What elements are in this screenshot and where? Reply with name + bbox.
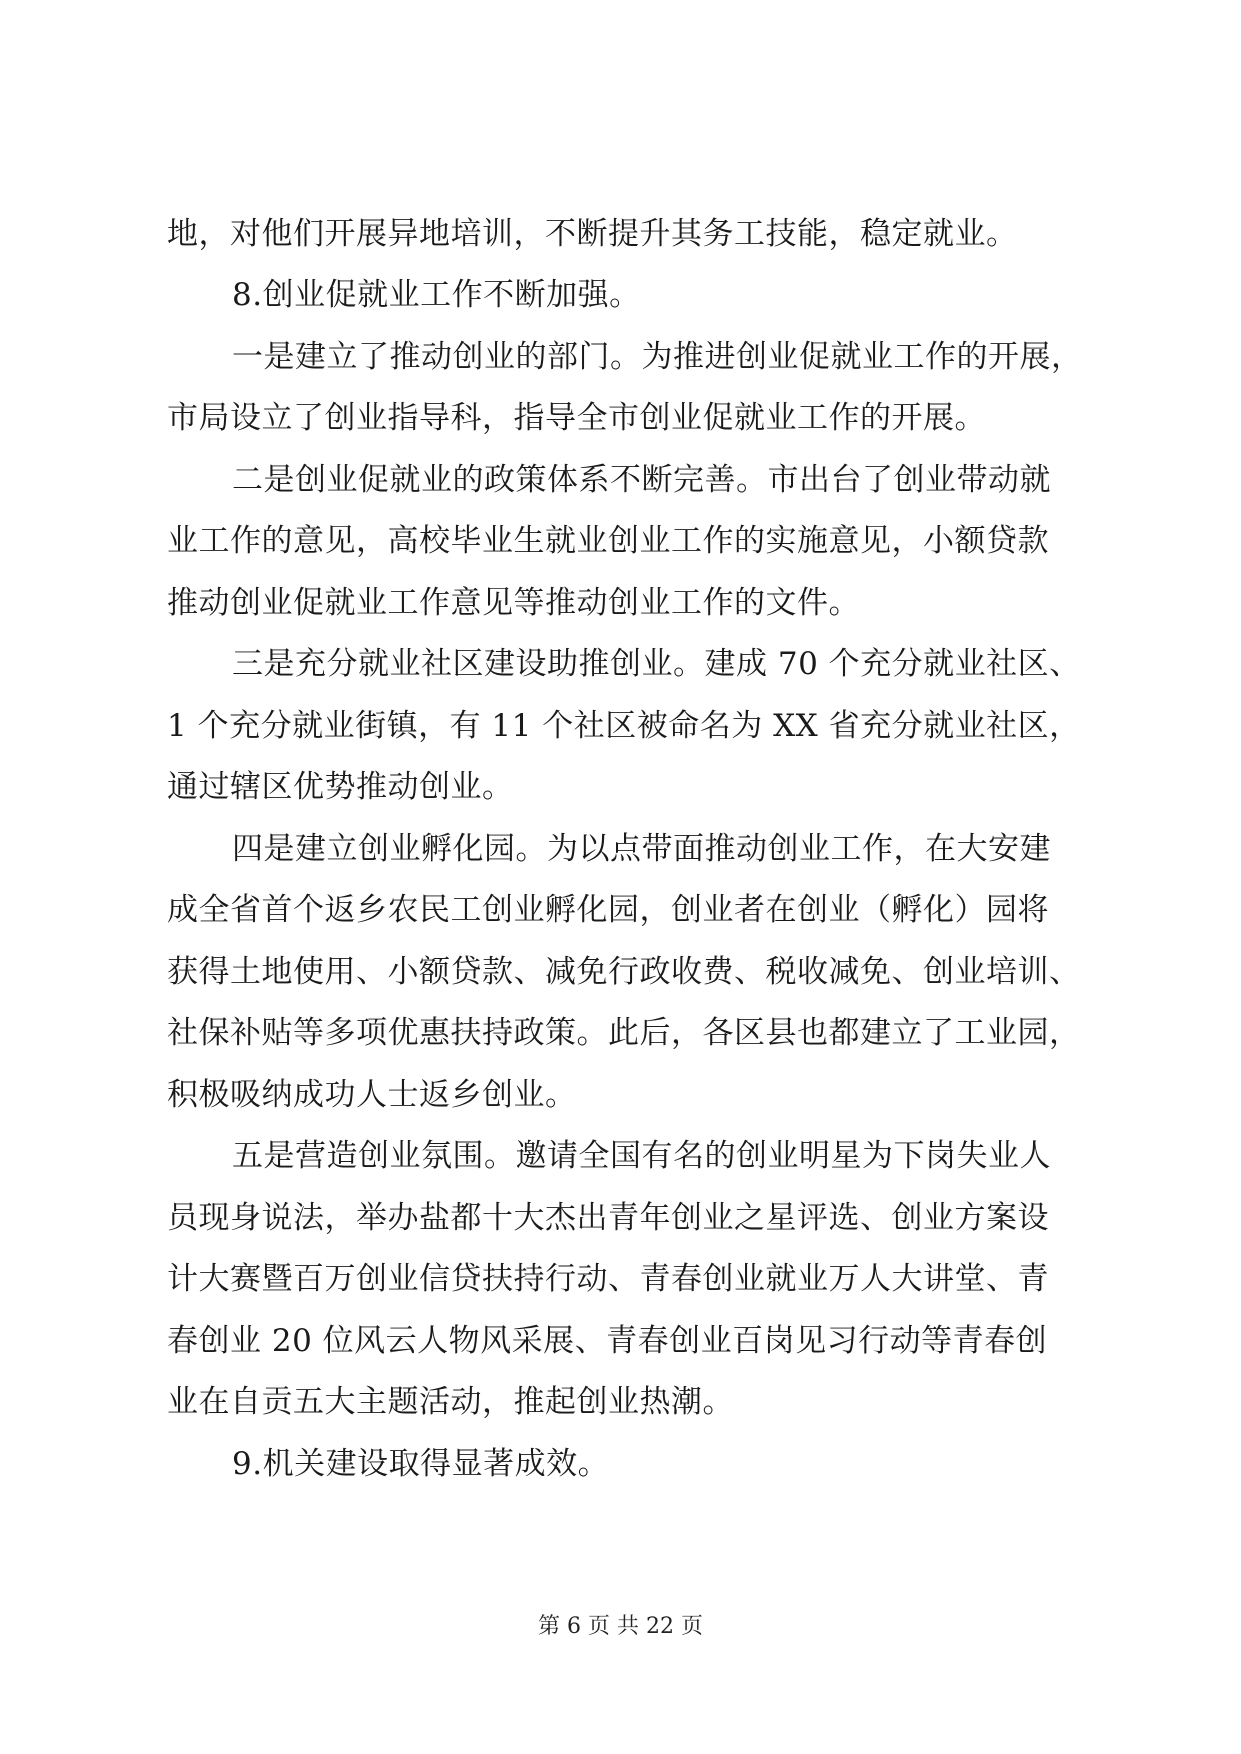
paragraph-line: 获得土地使用、小额贷款、减免行政收费、税收减免、创业培训、 [167,954,1081,990]
paragraph-line: 社保补贴等多项优惠扶持政策。此后，各区县也都建立了工业园， [167,1015,1081,1051]
paragraph-line: 业在自贡五大主题活动，推起创业热潮。 [167,1384,734,1420]
paragraph-line: 三是充分就业社区建设助推创业。建成 70 个充分就业社区、 [232,646,1081,682]
paragraph-line: 员现身说法，举办盐都十大杰出青年创业之星评选、创业方案设 [167,1200,1049,1236]
paragraph-line: 推动创业促就业工作意见等推动创业工作的文件。 [167,585,860,621]
paragraph-line: 业工作的意见，高校毕业生就业创业工作的实施意见，小额贷款 [167,523,1049,559]
section-heading-8: 8.创业促就业工作不断加强。 [232,277,641,313]
paragraph-line: 市局设立了创业指导科，指导全市创业促就业工作的开展。 [167,400,986,436]
page-number-footer: 第 6 页 共 22 页 [538,1614,703,1639]
paragraph-line: 五是营造创业氛围。邀请全国有名的创业明星为下岗失业人 [232,1138,1051,1174]
paragraph-line: 成全省首个返乡农民工创业孵化园，创业者在创业（孵化）园将 [167,892,1049,928]
paragraph-line: 计大赛暨百万创业信贷扶持行动、青春创业就业万人大讲堂、青 [167,1261,1049,1297]
paragraph-line: 二是创业促就业的政策体系不断完善。市出台了创业带动就 [232,462,1051,498]
paragraph-line: 四是建立创业孵化园。为以点带面推动创业工作，在大安建 [232,831,1051,867]
section-heading-9: 9.机关建设取得显著成效。 [232,1446,610,1482]
paragraph-line: 通过辖区优势推动创业。 [167,769,514,805]
paragraph-line: 1 个充分就业街镇，有 11 个社区被命名为 XX 省充分就业社区， [167,708,1081,744]
paragraph-line: 春创业 20 位风云人物风采展、青春创业百岗见习行动等青春创 [167,1323,1048,1359]
paragraph-line: 一是建立了推动创业的部门。为推进创业促就业工作的开展， [232,339,1083,375]
paragraph-line: 地，对他们开展异地培训，不断提升其务工技能，稳定就业。 [167,216,1018,252]
paragraph-line: 积极吸纳成功人士返乡创业。 [167,1077,577,1113]
